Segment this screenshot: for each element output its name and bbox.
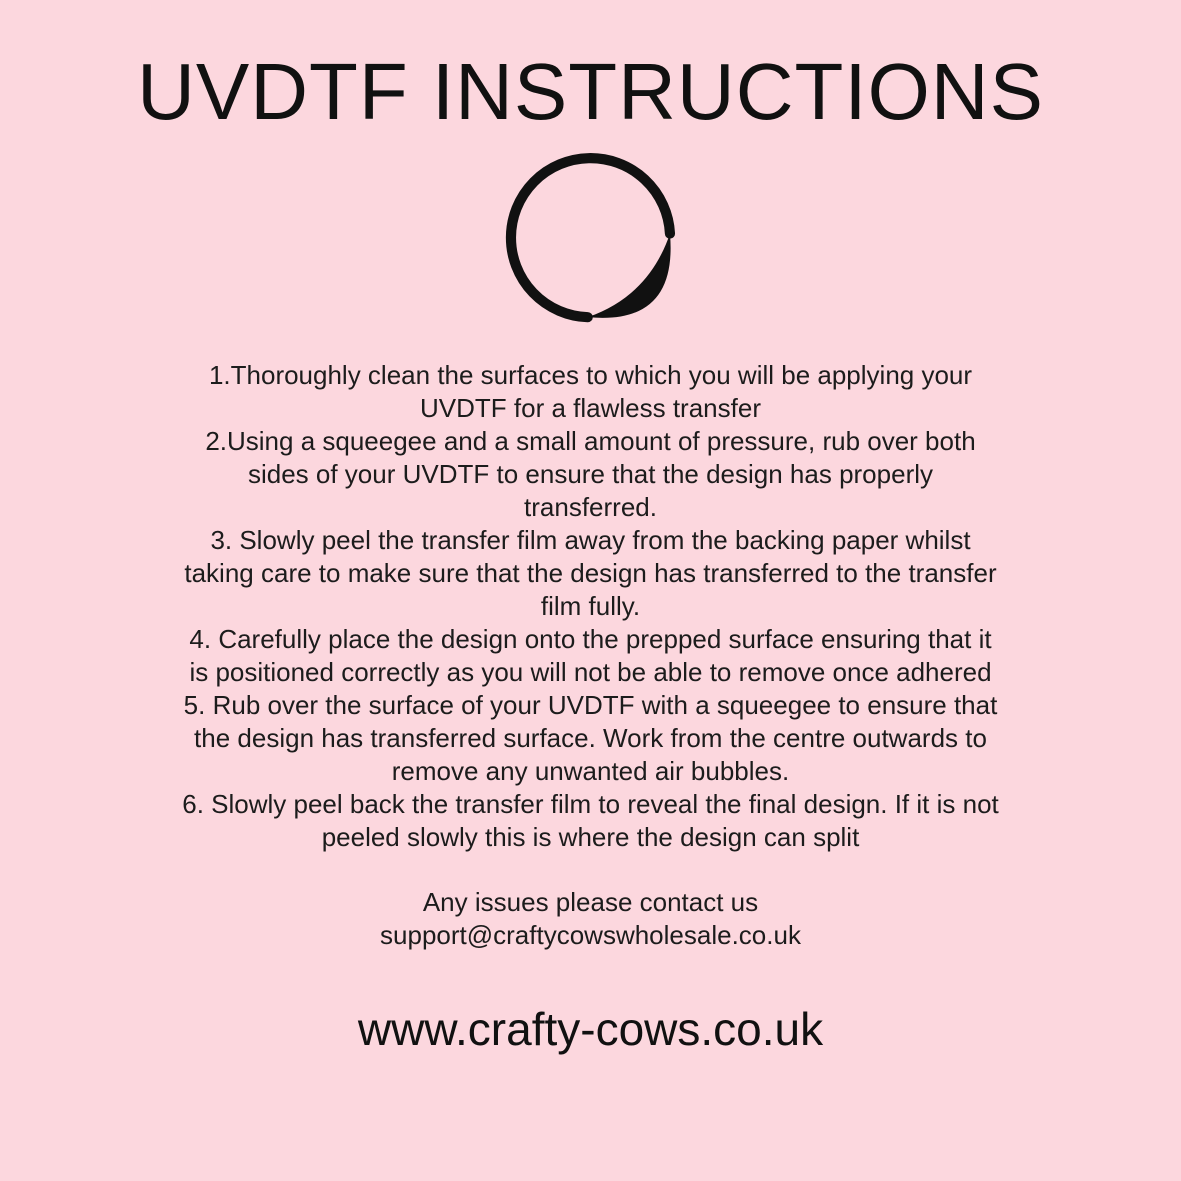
instruction-step-2: 2.Using a squeegee and a small amount of pressure, rub over both sides of your UVDTF to ensure that the design has properly transferred.	[205, 426, 976, 522]
sticker-peel-icon	[498, 148, 683, 333]
instruction-step-3: 3. Slowly peel the transfer film away from the backing paper whilst taking care to make sure that the design has transferred to the transfer film fully.	[184, 525, 997, 621]
contact-block	[380, 886, 801, 952]
instructions-list	[181, 359, 1001, 854]
instruction-step-1: 1.Thoroughly clean the surfaces to which you will be applying your UVDTF for a flawless transfer	[208, 360, 973, 423]
website-url: www.crafty-cows.co.uk	[357, 1003, 824, 1055]
instruction-step-5: 5. Rub over the surface of your UVDTF with a squeegee to ensure that the design has transferred surface. Work from the centre outwards to remove any unwanted air bubbles.	[183, 690, 998, 786]
page-title: UVDTF INSTRUCTIONS	[137, 47, 1044, 136]
contact-note: Any issues please contact us	[422, 887, 759, 917]
instruction-step-6: 6. Slowly peel back the transfer film to reveal the final design. If it is not peeled slowly this is where the design can split	[182, 789, 999, 852]
instruction-step-4: 4. Carefully place the design onto the prepped surface ensuring that it is positioned correctly as you will not be able to remove once adhered	[189, 624, 992, 687]
contact-email: support@craftycowswholesale.co.uk	[380, 920, 801, 950]
